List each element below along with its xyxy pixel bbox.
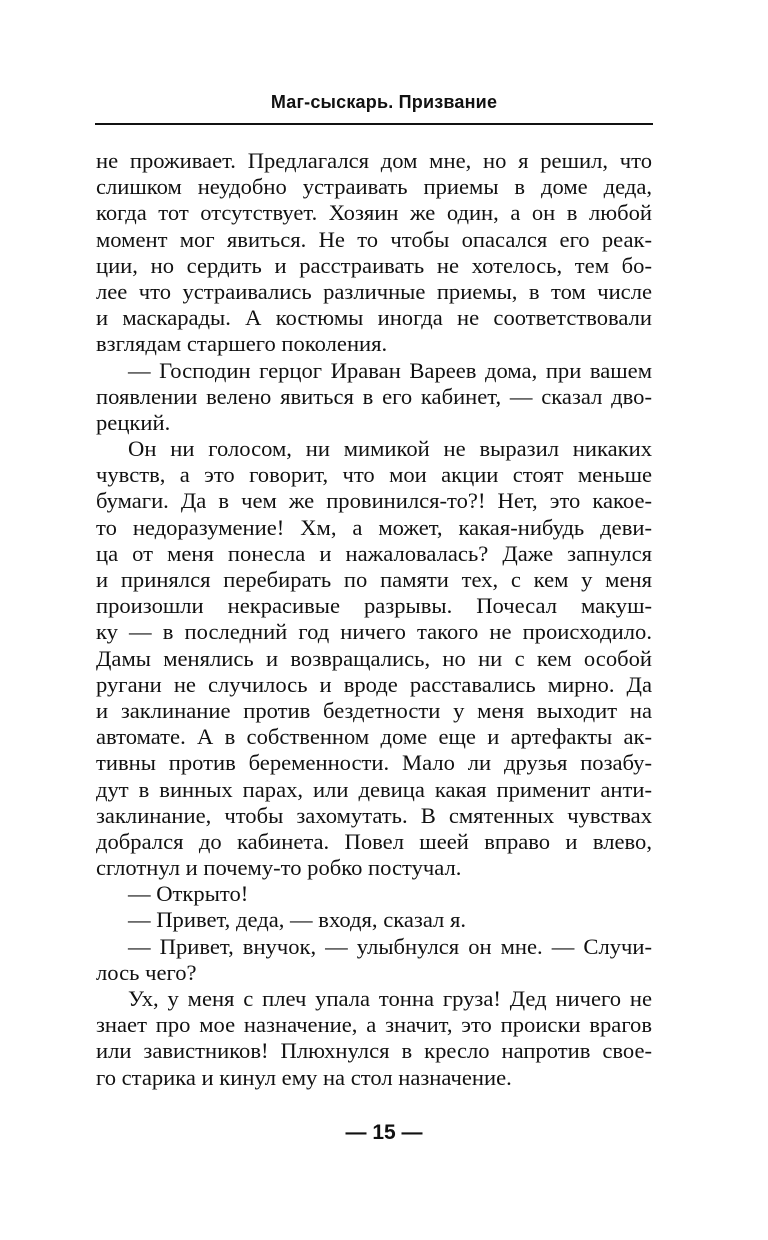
text-line: и маскарады. А костюмы иногда не соответствовали [96,305,652,331]
text-line: то недоразумение! Хм, а может, какая-нибудь деви- [96,514,652,540]
text-line: Он ни голосом, ни мимикой не выразил никаких [128,436,652,462]
text-line: рецкий. [96,409,171,435]
text-line: не проживает. Предлагался дом мне, но я решил, что [96,148,652,173]
text-line: ца от меня понесла и нажаловалась? Даже запнулся [96,540,652,566]
text-line: — Господин герцог Ираван Вареев дома, при вашем [128,357,652,383]
body-text [96,148,652,1091]
text-line: го старика и кинул ему на стол назначение. [96,1064,512,1090]
text-line: и принялся перебирать по памяти тех, с кем у меня [96,567,652,592]
text-line: момент мог явиться. Не то чтобы опасался его реак- [96,226,652,252]
text-line: взглядам старшего поколения. [96,331,388,357]
text-line: — Привет, деда, — входя, сказал я. [128,907,467,933]
header-rule [95,123,653,125]
text-line: появлении велено явиться в его кабинет, — сказал дво- [96,383,652,409]
text-line: — Открыто! [128,881,249,907]
text-line: лее что устраивались различные приемы, в том числе [96,278,652,304]
text-line: ругани не случилось и вроде расставались мирно. Да [96,671,652,697]
text-line: дут в винных парах, или девица какая применит анти- [96,776,652,802]
text-line: произошли некрасивые разрывы. Почесал макуш- [96,593,652,619]
page-number: — 15 — [345,1121,423,1144]
running-head: Маг-сыскарь. Призвание [270,92,498,112]
text-line: заклинание, чтобы захомутать. В смятенных чувствах [96,802,652,828]
text-line: — Привет, внучок, — улыбнулся он мне. — Случи- [128,933,652,959]
text-line: бумаги. Да в чем же провинился-то?! Нет, это какое- [96,488,652,514]
text-line: слишком неудобно устраивать приемы в доме деда, [96,174,652,200]
text-line: чувств, а это говорит, что мои акции стоят меньше [96,462,652,488]
text-line: знает про мое назначение, а значит, это происки врагов [96,1012,652,1038]
text-line: лось чего? [96,959,197,985]
text-line: Ух, у меня с плеч упала тонна груза! Дед ничего не [128,986,652,1011]
text-line: когда тот отсутствует. Хозяин же один, а он в любой [96,200,652,226]
text-line: тивны против беременности. Мало ли друзья позабу- [96,750,652,776]
text-line: добрался до кабинета. Повел шеей вправо и влево, [96,828,652,854]
text-line: сглотнул и почему-то робко постучал. [96,855,462,881]
text-line: ции, но сердить и расстраивать не хотелось, тем бо- [96,252,652,278]
text-line: ку — в последний год ничего такого не происходило. [96,619,652,645]
text-line: Дамы менялись и возвращались, но ни с кем особой [96,645,652,671]
text-line: автомате. А в собственном доме еще и артефакты ак- [96,724,652,750]
text-line: или завистников! Плюхнулся в кресло напротив свое- [96,1038,652,1064]
text-line: и заклинание против бездетности у меня выходит на [96,697,652,723]
